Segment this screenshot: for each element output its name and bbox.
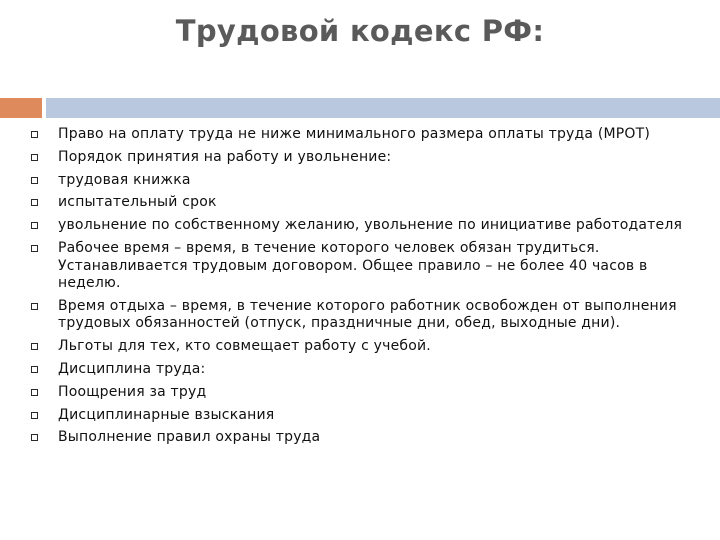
list-item xyxy=(0,407,720,425)
bullet-list xyxy=(0,126,720,452)
list-item-text: Дисциплинарные взыскания xyxy=(58,406,275,423)
list-item-text: испытательный срок xyxy=(58,194,217,211)
list-item xyxy=(0,217,720,235)
square-bullet-icon xyxy=(31,222,38,229)
square-bullet-icon xyxy=(31,412,38,419)
list-item xyxy=(0,384,720,402)
list-item-text: Выполнение правил охраны труда xyxy=(58,429,321,446)
list-item xyxy=(0,126,720,144)
list-item xyxy=(0,429,720,447)
list-item xyxy=(0,298,720,333)
list-item-text: трудовая книжка xyxy=(58,171,191,188)
square-bullet-icon xyxy=(31,343,38,350)
square-bullet-icon xyxy=(31,131,38,138)
square-bullet-icon xyxy=(31,154,38,161)
square-bullet-icon xyxy=(31,303,38,310)
list-item-text: Порядок принятия на работу и увольнение: xyxy=(58,148,392,165)
square-bullet-icon xyxy=(31,199,38,206)
square-bullet-icon xyxy=(31,366,38,373)
list-item xyxy=(0,338,720,356)
slide-title: Трудовой кодекс РФ: xyxy=(175,14,545,48)
list-item xyxy=(0,240,720,293)
list-item xyxy=(0,194,720,212)
list-item-text: Время отдыха – время, в течение которого работник освобожден от выполнения трудовых обязанностей (отпуск, праздничные дни, обед, выходные дни). xyxy=(58,297,677,332)
list-item xyxy=(0,149,720,167)
list-item xyxy=(0,361,720,379)
list-item-text: Право на оплату труда не ниже минимального размера оплаты труда (МРОТ) xyxy=(58,126,651,142)
header-bar xyxy=(46,98,720,118)
list-item-text: Льготы для тех, кто совмещает работу с учебой. xyxy=(58,338,431,355)
list-item-text: Дисциплина труда: xyxy=(58,361,206,378)
list-item xyxy=(0,172,720,190)
accent-bar xyxy=(0,98,42,118)
list-item-text: Поощрения за труд xyxy=(58,383,207,400)
square-bullet-icon xyxy=(31,245,38,252)
square-bullet-icon xyxy=(31,389,38,396)
square-bullet-icon xyxy=(31,177,38,184)
square-bullet-icon xyxy=(31,434,38,441)
list-item-text: Рабочее время – время, в течение которого человек обязан трудиться. Устанавливается трудовым договором. Общее правило – не более 40 часов в неделю. xyxy=(58,239,648,292)
list-item-text: увольнение по собственному желанию, увольнение по инициативе работодателя xyxy=(58,217,683,234)
